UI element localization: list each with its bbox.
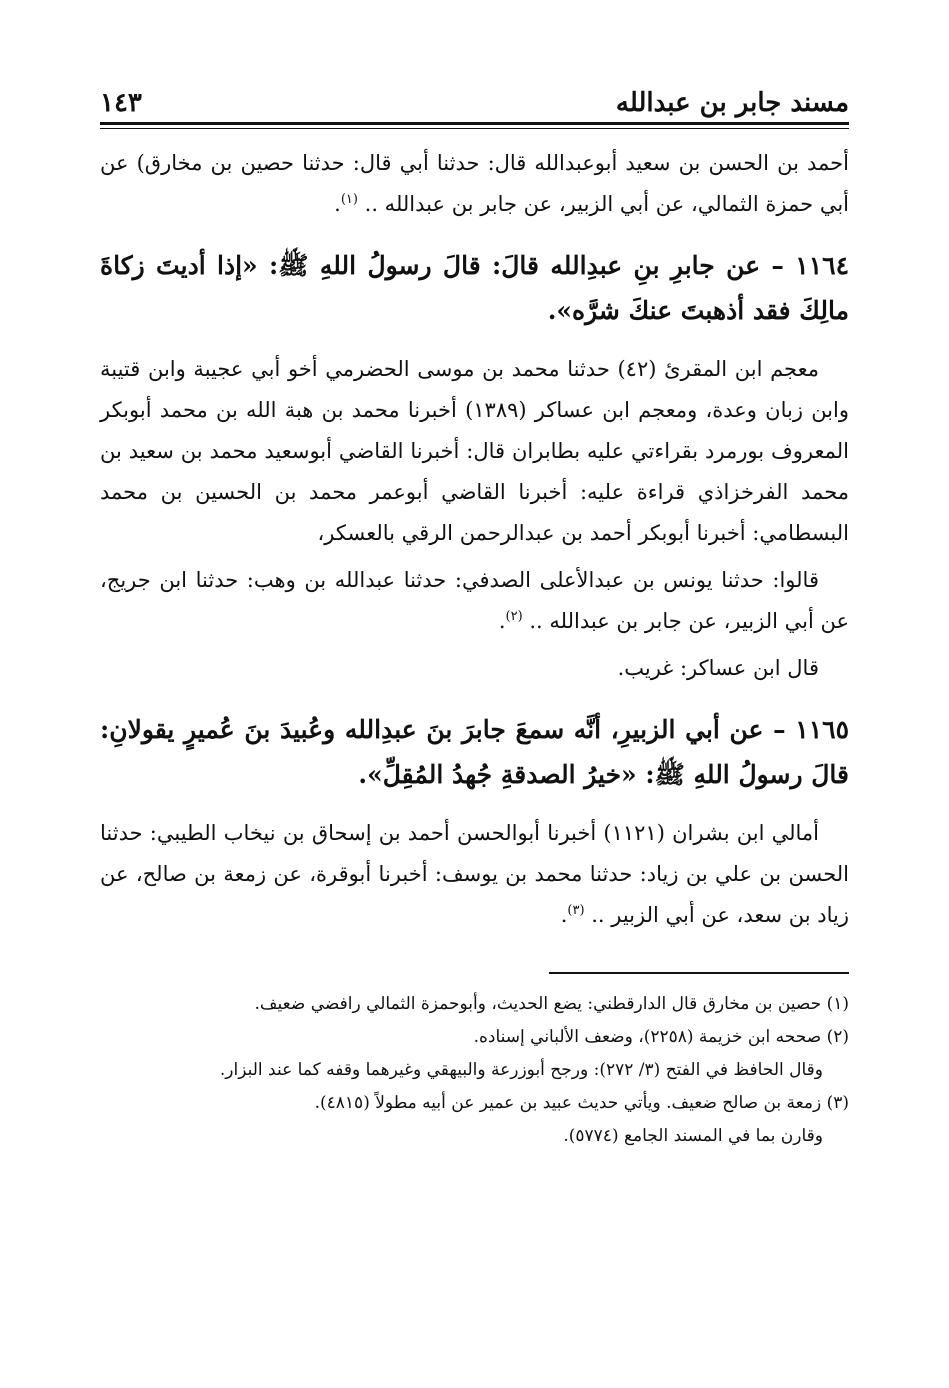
paragraph-isnad-2: قالوا: حدثنا يونس بن عبدالأعلى الصدفي: حدثنا عبدالله بن وهب: حدثنا ابن جريج، عن أبي الزبير، عن جابر بن عبدالله .. $^{(٢)}$.	[100, 568, 849, 633]
hadith-1165: ١١٦٥ – عن أبي الزبيرِ، أنَّه سمعَ جابرَ بنَ عبدِالله وعُبيدَ بنَ عُميرٍ يقولانِ: قالَ رسولُ اللهِ ﷺ: «خيرُ الصدقةِ جُهدُ المُقِلِّ».	[100, 715, 849, 789]
header-rule-thick	[100, 122, 849, 125]
footnote-2-continued: وقال الحافظ في الفتح (٣/ ٢٧٢): ورجح أبوزرعة والبيهقي وغيرهما وقفه كما عند البزار.	[219, 1060, 823, 1080]
footnote-3: (٣) زمعة بن صالح ضعيف. ويأتي حديث عبيد بن عمير عن أبيه مطولاً (٤٨١٥).	[314, 1093, 849, 1113]
main-text	[100, 143, 849, 936]
footnotes	[100, 988, 849, 1153]
footnote-ref-3: (٣)	[567, 903, 585, 918]
footnote-3-continued: وقارن بما في المسند الجامع (٥٧٧٤).	[563, 1126, 823, 1146]
header-title: مسند جابر بن عبدالله	[615, 88, 849, 118]
paragraph-sources-1165: أمالي ابن بشران (١١٢١) أخبرنا أبوالحسن أحمد بن إسحاق بن نيخاب الطيبي: حدثنا الحسن بن علي بن زياد: حدثنا محمد بن يوسف: أخبرنا أبوقرة، عن زمعة بن صالح، عن زياد بن سعد، عن أبي الزبير .. $^{(٣)}$.	[100, 821, 849, 927]
footnote-ref-1: (١)	[340, 192, 358, 207]
paragraph-text: أمالي ابن بشران (١١٢١) أخبرنا أبوالحسن أحمد بن إسحاق بن نيخاب الطيبي: حدثنا الحسن بن علي بن زياد: حدثنا محمد بن يوسف: أخبرنا أبوقرة، عن زمعة بن صالح، عن زياد بن سعد، عن أبي الزبير ..	[100, 821, 849, 927]
footnote-ref-2: (٢)	[505, 609, 523, 624]
paragraph-isnad-1: أحمد بن الحسن بن سعيد أبوعبدالله قال: حدثنا أبي قال: حدثنا حصين بن مخارق) عن أبي حمزة الثمالي، عن أبي الزبير، عن جابر بن عبدالله .. $^{(١)}$.	[100, 151, 849, 216]
running-header	[100, 78, 849, 118]
page-number: ١٤٣	[100, 88, 142, 118]
footnote-1: (١) حصين بن مخارق قال الدارقطني: يضع الحديث، وأبوحمزة الثمالي رافضي ضعيف.	[254, 994, 849, 1014]
header-rule-thin	[100, 128, 849, 129]
paragraph-text: أحمد بن الحسن بن سعيد أبوعبدالله قال: حدثنا أبي قال: حدثنا حصين بن مخارق) عن أبي حمزة الثمالي، عن أبي الزبير، عن جابر بن عبدالله ..	[100, 151, 849, 216]
paragraph-sources-1164: معجم ابن المقرئ (٤٢) حدثنا محمد بن موسى الحضرمي أخو أبي عجيبة وابن قتيبة وابن زبان وعدة، ومعجم ابن عساكر (١٣٨٩) أخبرنا محمد بن هبة الله بن محمد أبوبكر المعروف بورمرد بقراءتي عليه بطابران قال: أخبرنا القاضي أبوسعيد محمد بن سعيد بن محمد الفرخزاذي قراءة عليه: أخبرنا القاضي أبوعمر محمد بن الحسين بن محمد البسطامي: أخبرنا أبوبكر أحمد بن عبدالرحمن الرقي بالعسكر،	[100, 357, 849, 545]
hadith-1164: ١١٦٤ – عن جابرِ بنِ عبدِالله قالَ: قالَ رسولُ اللهِ ﷺ: «إذا أديتَ زكاةَ مالِكَ فقد أذهبتَ عنكَ شرَّه».	[100, 251, 849, 325]
paragraph-text: قالوا: حدثنا يونس بن عبدالأعلى الصدفي: حدثنا عبدالله بن وهب: حدثنا ابن جريج، عن أبي الزبير، عن جابر بن عبدالله ..	[100, 568, 849, 633]
footnote-2: (٢) صححه ابن خزيمة (٢٢٥٨)، وضعف الألباني إسناده.	[473, 1027, 849, 1047]
page	[100, 78, 849, 1153]
paragraph-verdict: قال ابن عساكر: غريب.	[617, 656, 819, 680]
footnote-separator	[549, 972, 849, 974]
